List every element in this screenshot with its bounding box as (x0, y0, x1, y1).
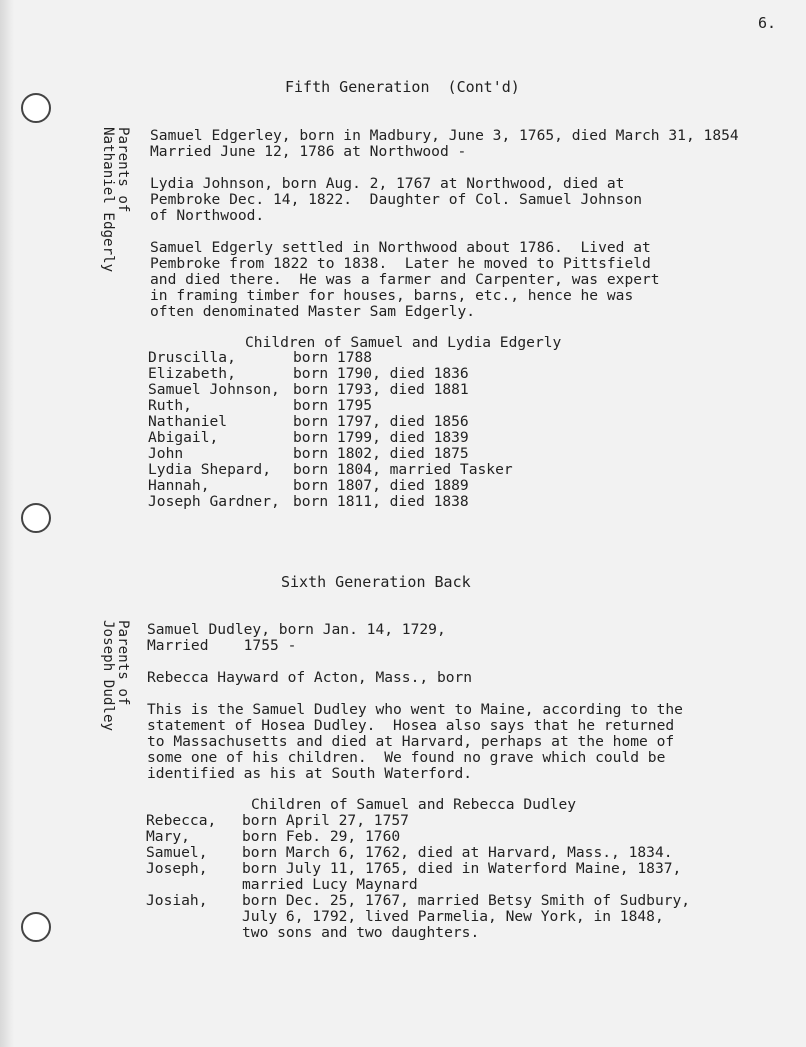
children-list (148, 350, 513, 510)
section-heading-fifth-generation: Fifth Generation (Cont'd) (285, 78, 520, 96)
biography-paragraph: This is the Samuel Dudley who went to Maine, according to the statement of Hosea Dudley. Hosea also says that he returned to Massachusetts and died at Harvard, perhaps at the home of some one of his children. We found no grave which could be identified as his at South Waterford. (147, 701, 683, 782)
child-info: born 1788 (293, 349, 373, 366)
child-info: born 1793, died 1881 (293, 381, 469, 398)
page-edge-shadow (0, 0, 14, 1047)
list-item (148, 462, 513, 478)
list-item (146, 845, 690, 861)
page-number: 6. (758, 14, 777, 32)
child-name: Samuel, (146, 844, 208, 861)
list-item (148, 494, 513, 510)
child-name: Joseph, (146, 860, 208, 877)
children-list-heading: Children of Samuel and Rebecca Dudley (251, 796, 577, 813)
child-name: Hannah, (148, 477, 210, 494)
list-item (146, 829, 690, 845)
list-item (148, 350, 513, 366)
child-info: born 1790, died 1836 (293, 365, 469, 382)
child-name: Elizabeth, (148, 365, 236, 382)
child-info: born Feb. 29, 1760 (242, 828, 401, 845)
child-name: Lydia Shepard, (148, 461, 272, 478)
side-label-parents-of-joseph (100, 620, 130, 731)
child-info: born Dec. 25, 1767, married Betsy Smith of Sudbury, July 6, 1792, lived Parmelia, New York, in 1848, two sons and two daughters. (242, 892, 691, 941)
child-info: born April 27, 1757 (242, 812, 409, 829)
child-info: born March 6, 1762, died at Harvard, Mass., 1834. (242, 844, 673, 861)
child-info: born 1797, died 1856 (293, 413, 469, 430)
side-label-line: Joseph Dudley (100, 620, 116, 732)
list-item (148, 478, 513, 494)
side-label-line: Parents of (115, 127, 131, 213)
punch-hole-icon (21, 93, 51, 123)
child-info: born 1795 (293, 397, 373, 414)
list-item (148, 446, 513, 462)
child-info: born 1802, died 1875 (293, 445, 469, 462)
child-info: born July 11, 1765, died in Waterford Maine, 1837, married Lucy Maynard (242, 860, 682, 893)
punch-hole-icon (21, 503, 51, 533)
child-info: born 1807, died 1889 (293, 477, 469, 494)
side-label-line: Nathaniel Edgerly (100, 127, 116, 273)
spouse-record: Lydia Johnson, born Aug. 2, 1767 at Northwood, died at Pembroke Dec. 14, 1822. Daughter of Col. Samuel Johnson of Northwood. (150, 175, 643, 224)
marriage-record: Samuel Dudley, born Jan. 14, 1729, Married 1755 - (147, 621, 446, 654)
child-name: Nathaniel (148, 413, 228, 430)
child-name: Mary, (146, 828, 190, 845)
list-item (148, 430, 513, 446)
list-item (148, 382, 513, 398)
list-item (148, 398, 513, 414)
child-name: Druscilla, (148, 349, 236, 366)
child-name: Abigail, (148, 429, 219, 446)
child-info: born 1804, married Tasker (293, 461, 513, 478)
child-name: Josiah, (146, 892, 208, 909)
list-item (146, 813, 690, 829)
list-item (146, 893, 690, 941)
child-name: John (148, 445, 184, 462)
side-label-parents-of-nathaniel (100, 127, 130, 272)
section-heading-sixth-generation: Sixth Generation Back (281, 573, 471, 591)
child-name: Rebecca, (146, 812, 217, 829)
child-name: Ruth, (148, 397, 192, 414)
list-item (146, 861, 690, 893)
child-name: Joseph Gardner, (148, 493, 280, 510)
spouse-record: Rebecca Hayward of Acton, Mass., born (147, 669, 473, 686)
marriage-record: Samuel Edgerley, born in Madbury, June 3, 1765, died March 31, 1854 Married June 12, 1786 at Northwood - (150, 127, 739, 160)
child-info: born 1799, died 1839 (293, 429, 469, 446)
children-list-heading: Children of Samuel and Lydia Edgerly (245, 334, 562, 351)
list-item (148, 414, 513, 430)
biography-paragraph: Samuel Edgerly settled in Northwood about 1786. Lived at Pembroke from 1822 to 1838. Later he moved to Pittsfield and died there. He was a farmer and Carpenter, was expert in framing timber for houses, barns, etc., hence he was often denominated Master Sam Edgerly. (150, 239, 660, 320)
list-item (148, 366, 513, 382)
child-name: Samuel Johnson, (148, 381, 280, 398)
punch-hole-icon (21, 912, 51, 942)
side-label-line: Parents of (115, 620, 131, 706)
child-info: born 1811, died 1838 (293, 493, 469, 510)
children-list (146, 813, 690, 941)
